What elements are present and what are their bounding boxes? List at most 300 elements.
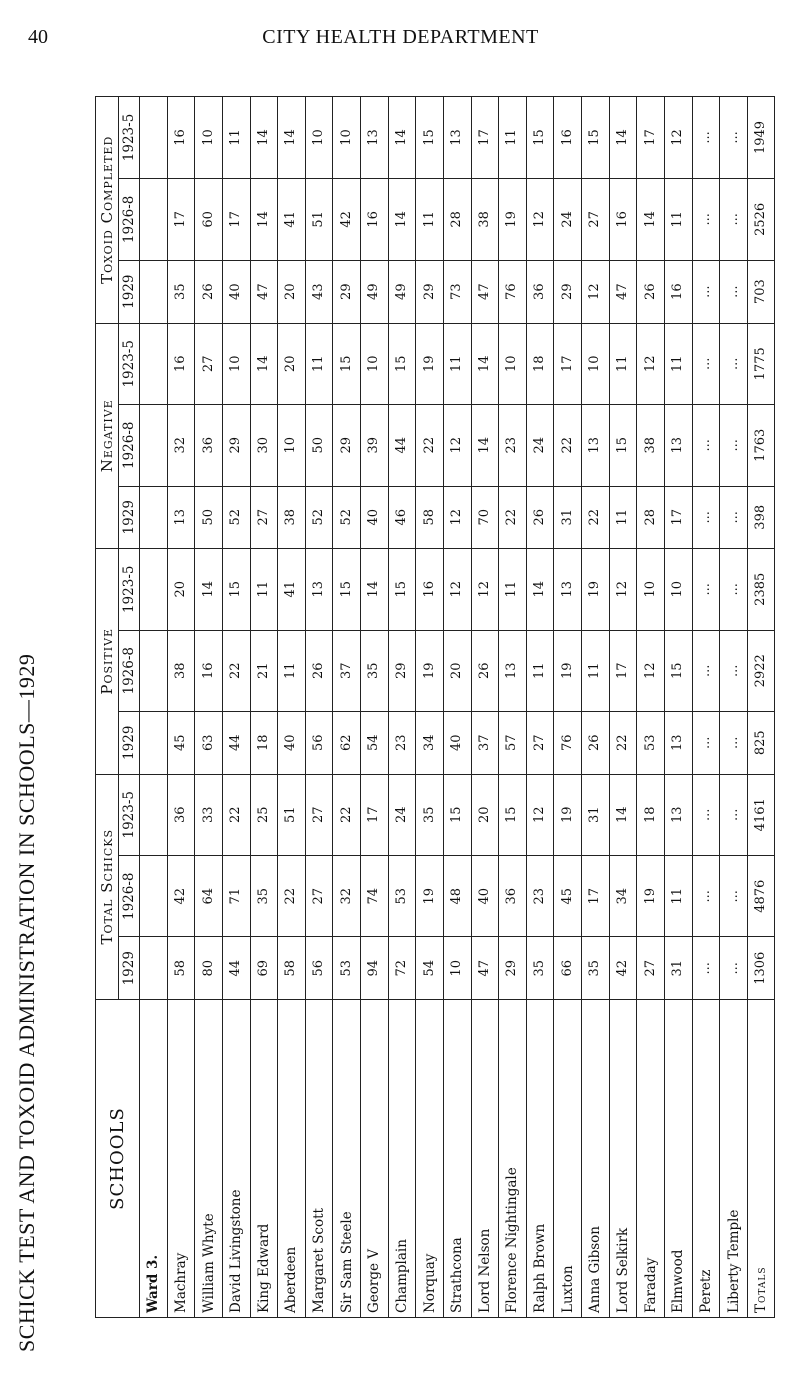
value-cell: 11 [526, 630, 554, 711]
value-cell: 14 [471, 323, 499, 404]
value-cell: 35 [167, 260, 195, 323]
value-cell: 22 [609, 712, 637, 775]
value-cell: 31 [554, 486, 582, 549]
value-cell: 70 [471, 486, 499, 549]
value-cell: 14 [471, 405, 499, 486]
total-cell: 4161 [748, 774, 775, 855]
value-cell: 45 [167, 712, 195, 775]
total-cell: 2922 [748, 630, 775, 711]
school-name: William Whyte [195, 1000, 223, 1318]
page-header [0, 0, 801, 60]
value-cell: 32 [167, 405, 195, 486]
value-cell: 14 [526, 549, 554, 630]
value-cell: 49 [361, 260, 389, 323]
value-cell: 41 [278, 178, 306, 260]
value-cell: 13 [664, 712, 692, 775]
value-cell: 36 [526, 260, 554, 323]
subhead-1926-8: 1926-8 [119, 630, 140, 711]
value-cell: 26 [471, 630, 499, 711]
school-name: Liberty Temple [720, 1000, 748, 1318]
total-cell: 2385 [748, 549, 775, 630]
value-cell: 76 [554, 712, 582, 775]
value-cell: ... [692, 712, 720, 775]
value-cell: 14 [637, 178, 665, 260]
value-cell: 37 [333, 630, 361, 711]
value-cell: 36 [499, 856, 527, 937]
total-cell: 398 [748, 486, 775, 549]
value-cell: 19 [554, 774, 582, 855]
value-cell: 11 [305, 323, 333, 404]
value-cell: 16 [554, 97, 582, 179]
value-cell: 19 [416, 856, 444, 937]
value-cell: ... [720, 97, 748, 179]
value-cell: 23 [388, 712, 416, 775]
value-cell: 16 [416, 549, 444, 630]
value-cell: ... [692, 549, 720, 630]
table-row [305, 97, 333, 1318]
value-cell: 47 [471, 937, 499, 1000]
value-cell: 17 [664, 486, 692, 549]
value-cell: 20 [167, 549, 195, 630]
value-cell: 44 [388, 405, 416, 486]
value-cell: 22 [333, 774, 361, 855]
subhead-1923-5: 1923-5 [119, 323, 140, 404]
value-cell: 16 [609, 178, 637, 260]
value-cell: 37 [471, 712, 499, 775]
table-row [443, 97, 471, 1318]
value-cell: 29 [333, 260, 361, 323]
value-cell: 16 [361, 178, 389, 260]
value-cell: 35 [416, 774, 444, 855]
value-cell: 26 [195, 260, 223, 323]
value-cell: 38 [471, 178, 499, 260]
school-name: Machray [167, 1000, 195, 1318]
value-cell: 12 [471, 549, 499, 630]
school-name: Norquay [416, 1000, 444, 1318]
school-name: Strathcona [443, 1000, 471, 1318]
value-cell: 13 [554, 549, 582, 630]
value-cell: 10 [222, 323, 250, 404]
value-cell: 14 [250, 97, 278, 179]
value-cell: 15 [526, 97, 554, 179]
value-cell: 10 [361, 323, 389, 404]
value-cell: 51 [278, 774, 306, 855]
value-cell: 14 [250, 178, 278, 260]
value-cell: 12 [582, 260, 610, 323]
value-cell: 18 [637, 774, 665, 855]
value-cell: 22 [278, 856, 306, 937]
value-cell: 13 [305, 549, 333, 630]
value-cell: 50 [305, 405, 333, 486]
value-cell: 50 [195, 486, 223, 549]
value-cell: 29 [222, 405, 250, 486]
value-cell: 35 [526, 937, 554, 1000]
value-cell: 17 [637, 97, 665, 179]
table-row [526, 97, 554, 1318]
ward-label: Ward 3. [140, 1000, 168, 1318]
value-cell: 23 [526, 856, 554, 937]
value-cell: 11 [664, 856, 692, 937]
subhead-1926-8: 1926-8 [119, 856, 140, 937]
table-row [250, 97, 278, 1318]
value-cell: 10 [333, 97, 361, 179]
value-cell: 15 [388, 549, 416, 630]
value-cell: 44 [222, 937, 250, 1000]
value-cell: 27 [305, 856, 333, 937]
subhead-1929: 1929 [119, 486, 140, 549]
value-cell: 17 [167, 178, 195, 260]
value-cell: 10 [499, 323, 527, 404]
value-cell: 22 [554, 405, 582, 486]
table-row [720, 97, 748, 1318]
school-name: Sir Sam Steele [333, 1000, 361, 1318]
value-cell: 17 [582, 856, 610, 937]
value-cell: 15 [609, 405, 637, 486]
value-cell: 34 [609, 856, 637, 937]
value-cell: 22 [582, 486, 610, 549]
value-cell: 15 [388, 323, 416, 404]
value-cell: 19 [416, 323, 444, 404]
value-cell: 15 [664, 630, 692, 711]
value-cell: 46 [388, 486, 416, 549]
value-cell: 21 [250, 630, 278, 711]
value-cell: 43 [305, 260, 333, 323]
school-name: Margaret Scott [305, 1000, 333, 1318]
value-cell: 18 [250, 712, 278, 775]
school-name: Champlain [388, 1000, 416, 1318]
value-cell: 12 [443, 486, 471, 549]
value-cell: 14 [361, 549, 389, 630]
value-cell: 16 [167, 323, 195, 404]
value-cell: 19 [582, 549, 610, 630]
value-cell: ... [720, 937, 748, 1000]
value-cell: 80 [195, 937, 223, 1000]
value-cell: 49 [388, 260, 416, 323]
table-row [471, 97, 499, 1318]
table-row [361, 97, 389, 1318]
value-cell: 10 [637, 549, 665, 630]
value-cell: 33 [195, 774, 223, 855]
value-cell: 42 [167, 856, 195, 937]
table-row [609, 97, 637, 1318]
value-cell: 66 [554, 937, 582, 1000]
value-cell: 14 [250, 323, 278, 404]
value-cell: 11 [222, 97, 250, 179]
value-cell: 15 [416, 97, 444, 179]
value-cell: 58 [167, 937, 195, 1000]
value-cell: 73 [443, 260, 471, 323]
school-name: Faraday [637, 1000, 665, 1318]
value-cell: 64 [195, 856, 223, 937]
total-cell: 2526 [748, 178, 775, 260]
subhead-1929: 1929 [119, 260, 140, 323]
total-cell: 1775 [748, 323, 775, 404]
value-cell: 40 [471, 856, 499, 937]
total-cell: 703 [748, 260, 775, 323]
value-cell: 63 [195, 712, 223, 775]
table-body [140, 97, 748, 1318]
value-cell: 11 [250, 549, 278, 630]
value-cell: 62 [333, 712, 361, 775]
value-cell: 12 [637, 630, 665, 711]
value-cell: ... [720, 630, 748, 711]
value-cell: 53 [333, 937, 361, 1000]
value-cell: 26 [582, 712, 610, 775]
subhead-1923-5: 1923-5 [119, 97, 140, 179]
table-row [388, 97, 416, 1318]
value-cell: 69 [250, 937, 278, 1000]
value-cell: 11 [416, 178, 444, 260]
value-cell: 22 [499, 486, 527, 549]
value-cell: ... [692, 774, 720, 855]
value-cell: 19 [554, 630, 582, 711]
value-cell: 22 [222, 630, 250, 711]
value-cell: 35 [250, 856, 278, 937]
value-cell: 30 [250, 405, 278, 486]
table-row [416, 97, 444, 1318]
subhead-1929: 1929 [119, 937, 140, 1000]
value-cell: ... [692, 856, 720, 937]
value-cell: 13 [664, 405, 692, 486]
school-name: Anna Gibson [582, 1000, 610, 1318]
value-cell: 39 [361, 405, 389, 486]
value-cell: 16 [167, 97, 195, 179]
value-cell: 53 [388, 856, 416, 937]
table-row [333, 97, 361, 1318]
value-cell: 74 [361, 856, 389, 937]
value-cell: ... [692, 178, 720, 260]
school-name: Peretz [692, 1000, 720, 1318]
value-cell: 58 [278, 937, 306, 1000]
value-cell: 10 [195, 97, 223, 179]
school-name: George V [361, 1000, 389, 1318]
value-cell: 76 [499, 260, 527, 323]
value-cell: 13 [443, 97, 471, 179]
total-cell: 1763 [748, 405, 775, 486]
value-cell: 40 [222, 260, 250, 323]
value-cell: 53 [637, 712, 665, 775]
value-cell: 42 [609, 937, 637, 1000]
table-row [499, 97, 527, 1318]
school-name: Aberdeen [278, 1000, 306, 1318]
value-cell: 94 [361, 937, 389, 1000]
school-name: Florence Nightingale [499, 1000, 527, 1318]
value-cell: 12 [664, 97, 692, 179]
value-cell: 35 [582, 937, 610, 1000]
value-cell: 15 [222, 549, 250, 630]
group-total-schicks: Total Schicks [96, 774, 119, 999]
value-cell: 40 [443, 712, 471, 775]
value-cell: 10 [278, 405, 306, 486]
schick-toxoid-table [95, 96, 775, 1318]
value-cell: 26 [526, 486, 554, 549]
value-cell: 40 [278, 712, 306, 775]
value-cell: 11 [499, 549, 527, 630]
table-row [167, 97, 195, 1318]
value-cell: 18 [526, 323, 554, 404]
value-cell: 14 [388, 97, 416, 179]
value-cell: 25 [250, 774, 278, 855]
value-cell: 27 [250, 486, 278, 549]
value-cell: 16 [664, 260, 692, 323]
value-cell: 12 [526, 178, 554, 260]
value-cell: 15 [443, 774, 471, 855]
value-cell: 11 [499, 97, 527, 179]
value-cell: 17 [609, 630, 637, 711]
total-cell: 1306 [748, 937, 775, 1000]
subhead-1926-8: 1926-8 [119, 178, 140, 260]
value-cell: 20 [278, 323, 306, 404]
value-cell: 35 [361, 630, 389, 711]
value-cell: 38 [637, 405, 665, 486]
value-cell: ... [692, 630, 720, 711]
value-cell: ... [720, 549, 748, 630]
value-cell: 17 [222, 178, 250, 260]
value-cell: 15 [582, 97, 610, 179]
value-cell: 24 [526, 405, 554, 486]
page-number: 40 [28, 26, 48, 48]
value-cell: ... [720, 712, 748, 775]
value-cell: ... [720, 260, 748, 323]
value-cell: 13 [499, 630, 527, 711]
total-cell: 1949 [748, 97, 775, 179]
value-cell: ... [720, 774, 748, 855]
value-cell: 44 [222, 712, 250, 775]
value-cell: 24 [388, 774, 416, 855]
value-cell: ... [692, 323, 720, 404]
value-cell: 48 [443, 856, 471, 937]
value-cell: 12 [443, 405, 471, 486]
value-cell: ... [692, 405, 720, 486]
value-cell: 15 [333, 323, 361, 404]
value-cell: 29 [499, 937, 527, 1000]
group-negative: Negative [96, 323, 119, 548]
table-row [637, 97, 665, 1318]
value-cell: 31 [664, 937, 692, 1000]
school-name: Lord Selkirk [609, 1000, 637, 1318]
value-cell: 52 [305, 486, 333, 549]
value-cell: ... [720, 178, 748, 260]
value-cell: 14 [609, 97, 637, 179]
subhead-1923-5: 1923-5 [119, 774, 140, 855]
value-cell: 15 [499, 774, 527, 855]
value-cell: 47 [250, 260, 278, 323]
value-cell: 36 [195, 405, 223, 486]
table-row [554, 97, 582, 1318]
value-cell: 47 [609, 260, 637, 323]
table-row [278, 97, 306, 1318]
value-cell: 38 [167, 630, 195, 711]
school-name: Luxton [554, 1000, 582, 1318]
subhead-1923-5: 1923-5 [119, 549, 140, 630]
value-cell: 23 [499, 405, 527, 486]
value-cell: ... [692, 260, 720, 323]
value-cell: 15 [333, 549, 361, 630]
value-cell: 13 [664, 774, 692, 855]
value-cell: 58 [416, 486, 444, 549]
value-cell: 19 [416, 630, 444, 711]
value-cell: 51 [305, 178, 333, 260]
subhead-1929: 1929 [119, 712, 140, 775]
value-cell: 27 [195, 323, 223, 404]
value-cell: 14 [278, 97, 306, 179]
value-cell: 13 [167, 486, 195, 549]
value-cell: 28 [443, 178, 471, 260]
value-cell: 29 [388, 630, 416, 711]
value-cell: ... [720, 486, 748, 549]
value-cell: 12 [609, 549, 637, 630]
value-cell: 19 [637, 856, 665, 937]
schools-heading: SCHOOLS [96, 1000, 140, 1318]
school-name: Elmwood [664, 1000, 692, 1318]
value-cell: 12 [526, 774, 554, 855]
value-cell: 32 [333, 856, 361, 937]
value-cell: 52 [222, 486, 250, 549]
school-name: Ralph Brown [526, 1000, 554, 1318]
value-cell: 17 [361, 774, 389, 855]
value-cell: 11 [443, 323, 471, 404]
value-cell: 14 [388, 178, 416, 260]
value-cell: 47 [471, 260, 499, 323]
value-cell: 13 [361, 97, 389, 179]
value-cell: 26 [637, 260, 665, 323]
total-cell: 4876 [748, 856, 775, 937]
table-row [222, 97, 250, 1318]
value-cell: 11 [664, 178, 692, 260]
value-cell: 12 [637, 323, 665, 404]
value-cell: ... [692, 486, 720, 549]
value-cell: 41 [278, 549, 306, 630]
value-cell: 11 [609, 486, 637, 549]
value-cell: 71 [222, 856, 250, 937]
value-cell: 36 [167, 774, 195, 855]
school-name: David Livingstone [222, 1000, 250, 1318]
value-cell: 17 [554, 323, 582, 404]
value-cell: 27 [637, 937, 665, 1000]
value-cell: 29 [416, 260, 444, 323]
ward-row [140, 97, 168, 1318]
value-cell: 26 [305, 630, 333, 711]
table-row [664, 97, 692, 1318]
school-name: Lord Nelson [471, 1000, 499, 1318]
group-toxoid-completed: Toxoid Completed [96, 97, 119, 324]
value-cell: 29 [333, 405, 361, 486]
value-cell: 31 [582, 774, 610, 855]
value-cell: 14 [609, 774, 637, 855]
value-cell: 10 [305, 97, 333, 179]
value-cell: ... [720, 323, 748, 404]
value-cell: 11 [582, 630, 610, 711]
value-cell: 52 [333, 486, 361, 549]
group-positive: Positive [96, 549, 119, 774]
value-cell: 29 [554, 260, 582, 323]
value-cell: 27 [582, 178, 610, 260]
value-cell: 10 [443, 937, 471, 1000]
total-cell: 825 [748, 712, 775, 775]
subhead-1926-8: 1926-8 [119, 405, 140, 486]
value-cell: 16 [195, 630, 223, 711]
value-cell: 10 [664, 549, 692, 630]
value-cell: 17 [471, 97, 499, 179]
value-cell: 56 [305, 712, 333, 775]
table-row [582, 97, 610, 1318]
totals-label: Totals [748, 1000, 775, 1318]
value-cell: 11 [664, 323, 692, 404]
value-cell: 57 [499, 712, 527, 775]
value-cell: 13 [582, 405, 610, 486]
table-title: SCHICK TEST AND TOXOID ADMINISTRATION IN SCHOOLS—1929 [14, 653, 39, 1352]
value-cell: 11 [278, 630, 306, 711]
